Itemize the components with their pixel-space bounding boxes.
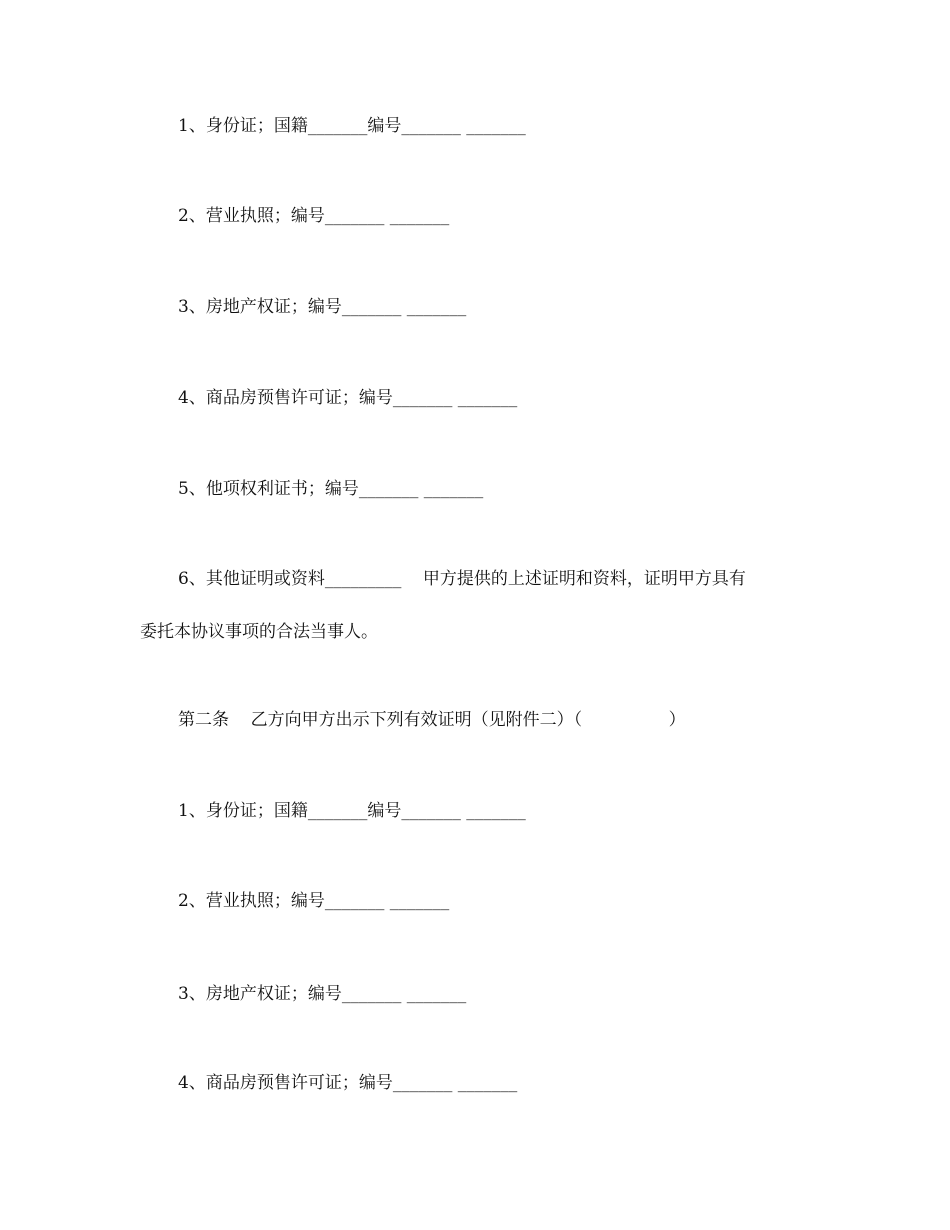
party-a-item-other-rights-certificate: 5、他项权利证书；编号_______ _______ — [178, 479, 484, 499]
party-a-item-other-documents: 6、其他证明或资料_________ 甲方提供的上述证明和资料，证明甲方具有 — [178, 569, 746, 589]
party-a-item-presale-permit: 4、商品房预售许可证；编号_______ _______ — [178, 388, 518, 408]
party-b-item-property-certificate: 3、房地产权证；编号_______ _______ — [178, 984, 467, 1004]
party-a-item-business-license: 2、营业执照；编号_______ _______ — [178, 206, 450, 226]
party-b-item-business-license: 2、营业执照；编号_______ _______ — [178, 891, 450, 911]
party-a-item-property-certificate: 3、房地产权证；编号_______ _______ — [178, 297, 467, 317]
party-a-item-other-documents-continued: 委托本协议事项的合法当事人。 — [140, 622, 378, 642]
party-b-item-id-card: 1、身份证；国籍_______编号_______ _______ — [178, 801, 526, 821]
party-b-item-presale-permit: 4、商品房预售许可证；编号_______ _______ — [178, 1073, 518, 1093]
article-two-heading: 第二条 乙方向甲方出示下列有效证明（见附件二）（ ） — [178, 710, 686, 730]
party-a-item-id-card: 1、身份证；国籍_______编号_______ _______ — [178, 116, 526, 136]
